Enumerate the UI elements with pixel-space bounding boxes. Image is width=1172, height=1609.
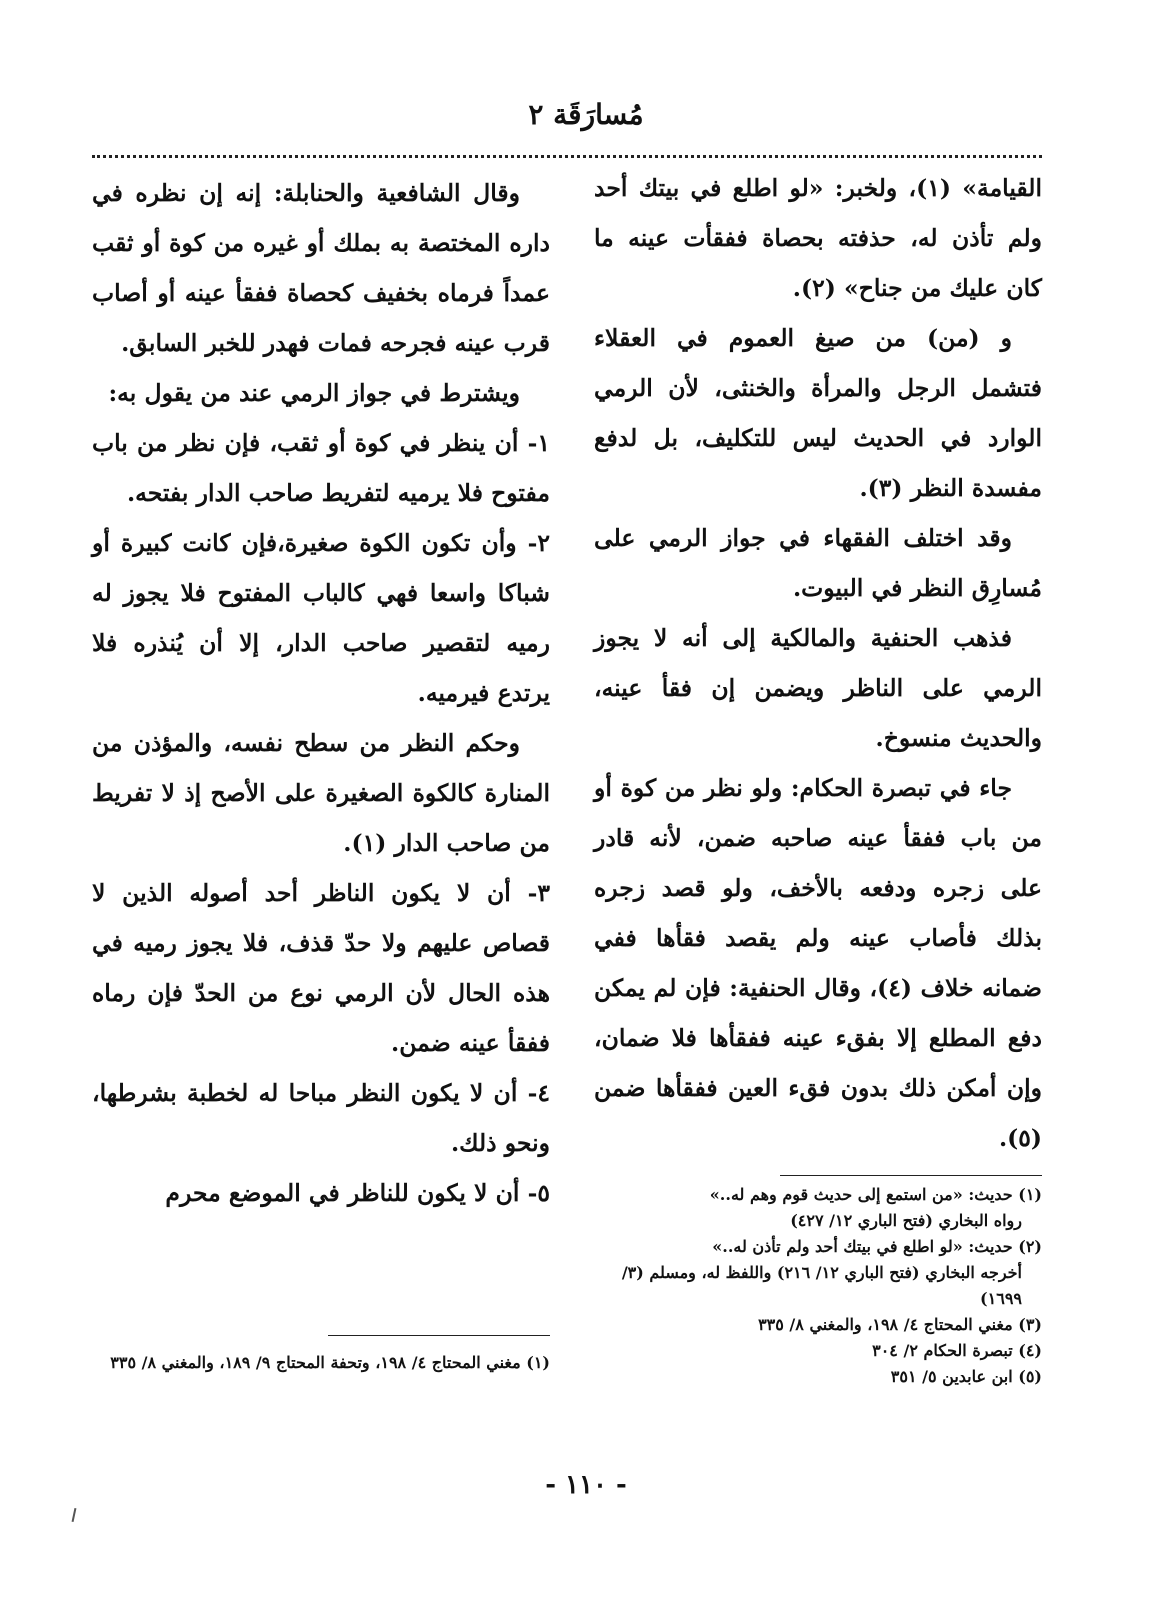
footnote-line: (٤) تبصرة الحكام ٢/ ٣٠٤ xyxy=(872,1341,1042,1360)
footnote-continuation: رواه البخاري (فتح الباري ١٢/ ٤٢٧) xyxy=(790,1211,1022,1230)
left-text-column xyxy=(92,168,550,1218)
paragraph: و (من) من صيغ العموم في العقلاء فتشمل الرجل والمرأة والخنثى، لأن الرمي الوارد في الحديث ليس للتكليف، بل لدفع مفسدة النظر (٣). xyxy=(594,324,1042,502)
footnote-line: (١) حديث: «من استمع إلى حديث قوم وهم له..» xyxy=(709,1185,1042,1204)
footnote-line: (٢) حديث: «لو اطلع في بيتك أحد ولم تأذن له..» xyxy=(712,1237,1042,1256)
footnote-line: (٣) مغني المحتاج ٤/ ١٩٨، والمغني ٨/ ٣٣٥ xyxy=(758,1315,1042,1334)
footnote-rule-right xyxy=(780,1175,1042,1176)
paragraph: فذهب الحنفية والمالكية إلى أنه لا يجوز الرمي على الناظر ويضمن إن فقأ عينه، والحديث منسوخ. xyxy=(594,624,1042,752)
footnote-continuation: أخرجه البخاري (فتح الباري ١٢/ ٢١٦) واللفظ له، ومسلم (٣/ ١٦٩٩) xyxy=(621,1263,1022,1308)
paragraph: ١- أن ينظر في كوة أو ثقب، فإن نظر من باب مفتوح فلا يرميه لتفريط صاحب الدار بفتحه. xyxy=(92,429,550,507)
footnote-rule-left xyxy=(328,1335,550,1336)
right-text-column xyxy=(594,163,1042,1163)
paragraph: ويشترط في جواز الرمي عند من يقول به: xyxy=(108,379,520,407)
page-number: - ١١٠ - xyxy=(545,1470,627,1500)
paragraph: القيامة» (١)، ولخبر: «لو اطلع في بيتك أحد ولم تأذن له، حذفته بحصاة ففقأت عينه ما كان عليك من جناح» (٢). xyxy=(594,174,1042,302)
left-footnotes xyxy=(92,1350,550,1376)
footnote-line: (١) مغني المحتاج ٤/ ١٩٨، وتحفة المحتاج ٩/ ١٨٩، والمغني ٨/ ٣٣٥ xyxy=(110,1353,550,1372)
paragraph: ٣- أن لا يكون الناظر أحد أصوله الذين لا قصاص عليهم ولا حدّ قذف، فلا يجوز رميه في هذه الحال لأن الرمي نوع من الحدّ فإن رماه ففقأ عينه ضمن. xyxy=(92,879,550,1057)
paragraph: ٤- أن لا يكون النظر مباحا له لخطبة بشرطها، ونحو ذلك. xyxy=(92,1079,550,1157)
scan-mark xyxy=(72,1508,77,1522)
paragraph: جاء في تبصرة الحكام: ولو نظر من كوة أو من باب ففقأ عينه صاحبه ضمن، لأنه قادر على زجره ودفعه بالأخف، ولو قصد زجره بذلك فأصاب عينه ولم يقصد فقأها ففي ضمانه خلاف (٤)، وقال الحنفية: فإن لم يمكن دفع المطلع إلا بفقء عينه ففقأها فلا ضمان، وإن أمكن ذلك بدون فقء العين ففقأها ضمن (٥). xyxy=(594,774,1042,1152)
paragraph: وقال الشافعية والحنابلة: إنه إن نظره في داره المختصة به بملك أو غيره من كوة أو ثقب عمداً فرماه بخفيف كحصاة ففقأ عينه أو أصاب قرب عينه فجرحه فمات فهدر للخبر السابق. xyxy=(92,179,550,357)
paragraph: ٥- أن لا يكون للناظر في الموضع محرم xyxy=(165,1179,550,1207)
page-header-title: مُسارَقَة ٢ xyxy=(528,98,644,131)
header-dotted-divider xyxy=(92,155,1042,158)
paragraph: وقد اختلف الفقهاء في جواز الرمي على مُسارِق النظر في البيوت. xyxy=(594,524,1042,602)
right-footnotes xyxy=(610,1182,1042,1390)
paragraph: وحكم النظر من سطح نفسه، والمؤذن من المنارة كالكوة الصغيرة على الأصح إذ لا تفريط من صاحب الدار (١). xyxy=(92,729,550,857)
paragraph: ٢- وأن تكون الكوة صغيرة،فإن كانت كبيرة أو شباكا واسعا فهي كالباب المفتوح فلا يجوز له رميه لتقصير صاحب الدار، إلا أن يُنذره فلا يرتدع فيرميه. xyxy=(92,529,550,707)
footnote-line: (٥) ابن عابدين ٥/ ٣٥١ xyxy=(890,1367,1042,1386)
